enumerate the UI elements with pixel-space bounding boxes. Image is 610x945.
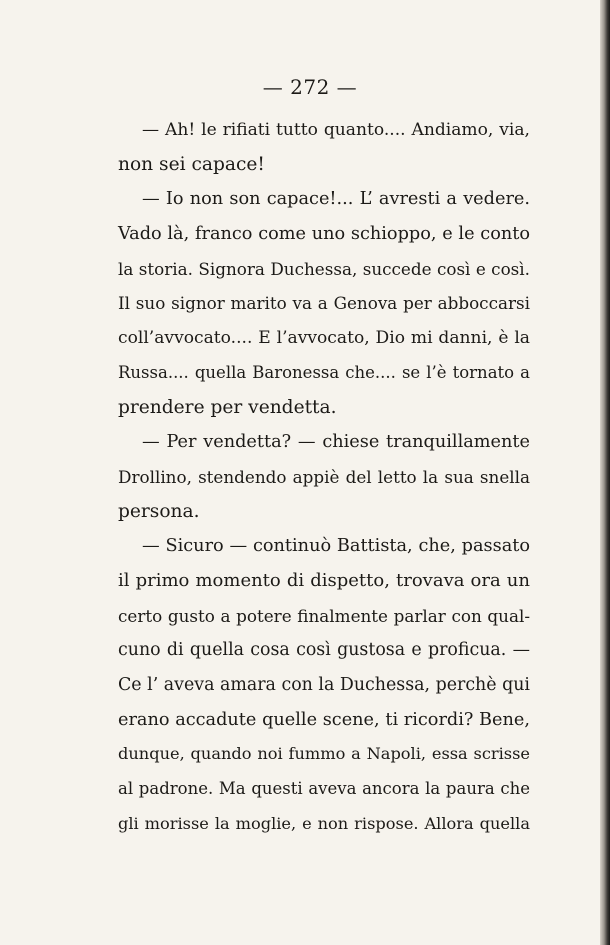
text-line: cuno di quella cosa così gustosa e proficua. — bbox=[118, 640, 530, 661]
text-line: la storia. Signora Duchessa, succede così e così. bbox=[118, 258, 530, 279]
text-line: Ce l’ aveva amara con la Duchessa, perchè qui bbox=[118, 675, 530, 695]
text-line: il primo momento di dispetto, trovava ora un bbox=[118, 569, 530, 591]
text-line: Vado là, franco come uno schioppo, e le conto bbox=[118, 224, 530, 245]
text-line: — Ah! le rifiati tutto quanto.... Andiamo, via, bbox=[142, 120, 530, 140]
page-number: — 272 — bbox=[262, 75, 358, 99]
text-line: — Per vendetta? — chiese tranquillamente bbox=[142, 432, 530, 453]
text-line: certo gusto a potere finalmente parlar con qual- bbox=[118, 605, 530, 626]
text-line: — Io non son capace!... L’ avresti a vedere. bbox=[142, 189, 530, 210]
text-line: gli morisse la moglie, e non rispose. Allora quella bbox=[118, 813, 530, 833]
body-text bbox=[118, 113, 530, 841]
text-line: coll’avvocato.... E l’avvocato, Dio mi danni, è la bbox=[118, 328, 530, 349]
text-line: Russa.... quella Baronessa che.... se l’è tornato a bbox=[118, 362, 530, 382]
text-line: prendere per vendetta. bbox=[118, 396, 337, 418]
text-line: erano accadute quelle scene, ti ricordi? Bene, bbox=[118, 709, 530, 730]
text-line: — Sicuro — continuò Battista, che, passato bbox=[142, 536, 530, 557]
page-edge-shadow bbox=[600, 0, 610, 945]
text-line: persona. bbox=[118, 500, 200, 522]
text-line: Il suo signor marito va a Genova per abboccarsi bbox=[118, 293, 530, 314]
text-line: dunque, quando noi fummo a Napoli, essa scrisse bbox=[118, 744, 530, 764]
text-line: al padrone. Ma questi aveva ancora la paura che bbox=[118, 779, 530, 799]
text-line: non sei capace! bbox=[118, 153, 265, 175]
text-line: Drollino, stendendo appiè del letto la sua snella bbox=[118, 466, 530, 487]
